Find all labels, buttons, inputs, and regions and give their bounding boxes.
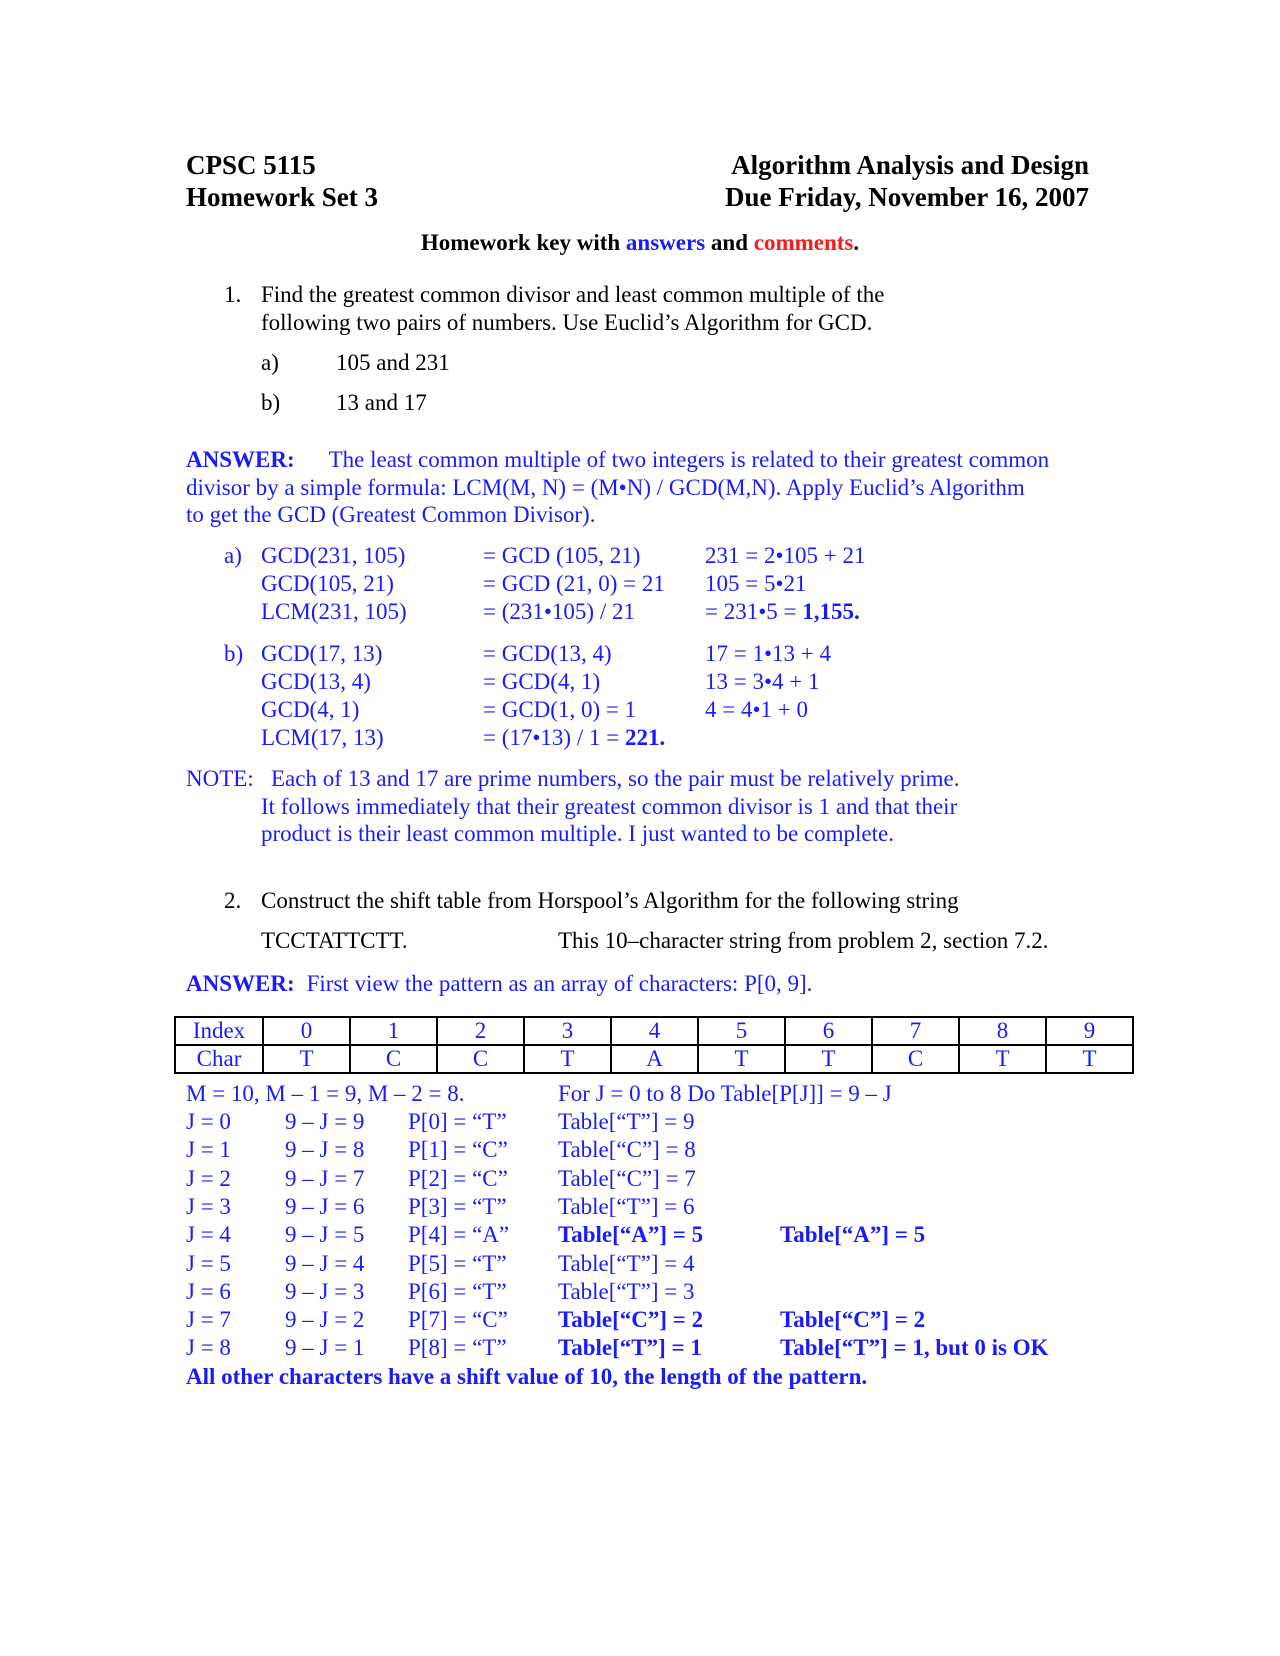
calc-b-row3-c1: GCD(4, 1) — [261, 697, 360, 722]
shift-row-p: P[4] = “A” — [408, 1222, 510, 1247]
pattern-table — [174, 1016, 1134, 1074]
calc-b-row1-c1: GCD(17, 13) — [261, 641, 383, 666]
q1-line2: following two pairs of numbers. Use Euclid’s Algorithm for GCD. — [261, 310, 873, 335]
shift-row-nine-minus-j: 9 – J = 4 — [285, 1251, 365, 1276]
shift-row-nine-minus-j: 9 – J = 1 — [285, 1335, 365, 1360]
calc-a-row3-c1: LCM(231, 105) — [261, 599, 407, 624]
shift-row-nine-minus-j: 9 – J = 3 — [285, 1279, 365, 1304]
calc-b-row2-c3: 13 = 3•4 + 1 — [705, 669, 820, 694]
char-cell: T — [959, 1045, 1046, 1073]
shift-row-p: P[2] = “C” — [408, 1166, 508, 1191]
answer2-line — [186, 970, 812, 998]
shift-row-p: P[7] = “C” — [408, 1307, 508, 1332]
index-cell: 7 — [872, 1017, 959, 1045]
calc-b-row2-c2: = GCD(4, 1) — [483, 669, 601, 694]
q2-number: 2. — [224, 888, 242, 913]
char-header: Char — [175, 1045, 263, 1073]
shift-row-p: P[8] = “T” — [408, 1335, 507, 1360]
index-cell: 3 — [524, 1017, 611, 1045]
shift-row-nine-minus-j: 9 – J = 7 — [285, 1166, 365, 1191]
char-cell: C — [350, 1045, 437, 1073]
char-row — [175, 1045, 1133, 1073]
q1-b-text: 13 and 17 — [336, 390, 427, 415]
shift-row-final: Table[“C”] = 2 — [780, 1307, 926, 1332]
calc-b-lcm-expr: = (17•13) / 1 = — [483, 725, 625, 750]
course-code: CPSC 5115 — [186, 150, 316, 180]
index-cell: 8 — [959, 1017, 1046, 1045]
shift-row-p: P[0] = “T” — [408, 1109, 507, 1134]
index-cell: 4 — [611, 1017, 698, 1045]
calc-b-row1-c3: 17 = 1•13 + 4 — [705, 641, 831, 666]
char-cell: T — [785, 1045, 872, 1073]
shift-row-j: J = 7 — [186, 1307, 231, 1332]
shift-row-j: J = 4 — [186, 1222, 231, 1247]
shift-row-table: Table[“T”] = 3 — [558, 1279, 695, 1304]
char-cell: A — [611, 1045, 698, 1073]
note-line2: It follows immediately that their greatest common divisor is 1 and that their — [261, 794, 958, 819]
due-date: Due Friday, November 16, 2007 — [725, 182, 1089, 212]
q1-line1: Find the greatest common divisor and least common multiple of the — [261, 282, 885, 307]
key-period: . — [853, 230, 860, 255]
calc-b-row3-c2: = GCD(1, 0) = 1 — [483, 697, 637, 722]
index-cell: 5 — [698, 1017, 785, 1045]
calc-b-row2-c1: GCD(13, 4) — [261, 669, 371, 694]
shift-row-nine-minus-j: 9 – J = 8 — [285, 1137, 365, 1162]
homework-set: Homework Set 3 — [186, 182, 378, 212]
index-cell: 2 — [437, 1017, 524, 1045]
calc-a-lcm-expr: = 231•5 = — [705, 599, 803, 624]
char-cell: C — [872, 1045, 959, 1073]
shift-row-j: J = 6 — [186, 1279, 231, 1304]
calc-b-label: b) — [224, 641, 244, 666]
shift-row-p: P[1] = “C” — [408, 1137, 508, 1162]
calc-b-row3-c3: 4 = 4•1 + 0 — [705, 697, 808, 722]
for-line: For J = 0 to 8 Do Table[P[J]] = 9 – J — [558, 1081, 892, 1106]
q1-a-label: a) — [261, 350, 279, 375]
note-label: NOTE: — [186, 766, 254, 791]
index-cell: 6 — [785, 1017, 872, 1045]
calc-a-row1-c1: GCD(231, 105) — [261, 543, 406, 568]
q2-line1: Construct the shift table from Horspool’s Algorithm for the following string — [261, 888, 959, 913]
calc-a-row2-c2: = GCD (21, 0) = 21 — [483, 571, 665, 596]
answer1-label: ANSWER: — [186, 447, 295, 472]
answer1-line1 — [186, 446, 1049, 474]
shift-row-j: J = 8 — [186, 1335, 231, 1360]
shift-row-p: P[6] = “T” — [408, 1279, 507, 1304]
index-row — [175, 1017, 1133, 1045]
char-cell: T — [263, 1045, 350, 1073]
key-comments: comments — [753, 230, 854, 255]
shift-row-final: Table[“T”] = 1, but 0 is OK — [780, 1335, 1049, 1360]
shift-row-table: Table[“T”] = 4 — [558, 1251, 695, 1276]
answer1-text1: The least common multiple of two integers is related to their greatest common — [328, 447, 1050, 472]
key-prefix: Homework key with — [420, 230, 626, 255]
char-cell: T — [1046, 1045, 1133, 1073]
shift-row-nine-minus-j: 9 – J = 6 — [285, 1194, 365, 1219]
shift-row-table: Table[“T”] = 9 — [558, 1109, 695, 1134]
key-line — [0, 230, 1280, 256]
shift-row-j: J = 0 — [186, 1109, 231, 1134]
shift-row-nine-minus-j: 9 – J = 5 — [285, 1222, 365, 1247]
shift-row-table: Table[“C”] = 8 — [558, 1137, 696, 1162]
shift-row-j: J = 2 — [186, 1166, 231, 1191]
calc-b-row4-c1: LCM(17, 13) — [261, 725, 384, 750]
calc-a-row3-c3 — [705, 598, 860, 626]
calc-a-row3-c2: = (231•105) / 21 — [483, 599, 635, 624]
note-line1: Each of 13 and 17 are prime numbers, so the pair must be relatively prime. — [271, 766, 960, 791]
shift-row-j: J = 3 — [186, 1194, 231, 1219]
shift-row-table: Table[“C”] = 7 — [558, 1166, 696, 1191]
q1-a-text: 105 and 231 — [336, 350, 450, 375]
answer1-line2: divisor by a simple formula: LCM(M, N) = (M•N) / GCD(M,N). Apply Euclid’s Algorithm — [186, 475, 1025, 500]
answer2-text: First view the pattern as an array of characters: P[0, 9]. — [306, 971, 813, 996]
calc-b-row4-c2 — [483, 724, 665, 752]
shift-row-final: Table[“A”] = 5 — [780, 1222, 926, 1247]
shift-row-nine-minus-j: 9 – J = 2 — [285, 1307, 365, 1332]
calc-a-row2-c3: 105 = 5•21 — [705, 571, 807, 596]
answer2-label: ANSWER: — [186, 971, 295, 996]
q2-source: This 10–character string from problem 2, section 7.2. — [558, 928, 1049, 953]
q1-b-label: b) — [261, 390, 281, 415]
shift-row-p: P[5] = “T” — [408, 1251, 507, 1276]
key-and: and — [705, 230, 754, 255]
index-cell: 0 — [263, 1017, 350, 1045]
answer1-line3: to get the GCD (Greatest Common Divisor). — [186, 502, 596, 527]
q2-pattern: TCCTATTCTT. — [261, 928, 408, 953]
index-header: Index — [175, 1017, 263, 1045]
calc-a-row1-c3: 231 = 2•105 + 21 — [705, 543, 866, 568]
shift-row-p: P[3] = “T” — [408, 1194, 507, 1219]
calc-a-row1-c2: = GCD (105, 21) — [483, 543, 641, 568]
char-cell: T — [524, 1045, 611, 1073]
char-cell: T — [698, 1045, 785, 1073]
key-answers: answers — [625, 230, 706, 255]
shift-row-table: Table[“A”] = 5 — [558, 1222, 704, 1247]
m-line: M = 10, M – 1 = 9, M – 2 = 8. — [186, 1081, 465, 1106]
closing-line: All other characters have a shift value of 10, the length of the pattern. — [186, 1364, 868, 1389]
calc-a-label: a) — [224, 543, 242, 568]
char-cell: C — [437, 1045, 524, 1073]
calc-a-row2-c1: GCD(105, 21) — [261, 571, 394, 596]
q1-number: 1. — [224, 282, 242, 307]
shift-row-j: J = 5 — [186, 1251, 231, 1276]
shift-row-table: Table[“T”] = 1 — [558, 1335, 702, 1360]
shift-row-table: Table[“T”] = 6 — [558, 1194, 695, 1219]
shift-row-nine-minus-j: 9 – J = 9 — [285, 1109, 365, 1134]
index-cell: 1 — [350, 1017, 437, 1045]
shift-row-j: J = 1 — [186, 1137, 231, 1162]
calc-a-lcm-result: 1,155. — [802, 599, 860, 624]
shift-row-table: Table[“C”] = 2 — [558, 1307, 704, 1332]
calc-b-lcm-result: 221. — [624, 725, 666, 750]
note-line3: product is their least common multiple. I just wanted to be complete. — [261, 821, 894, 846]
index-cell: 9 — [1046, 1017, 1133, 1045]
calc-b-row1-c2: = GCD(13, 4) — [483, 641, 612, 666]
course-title: Algorithm Analysis and Design — [731, 150, 1089, 180]
